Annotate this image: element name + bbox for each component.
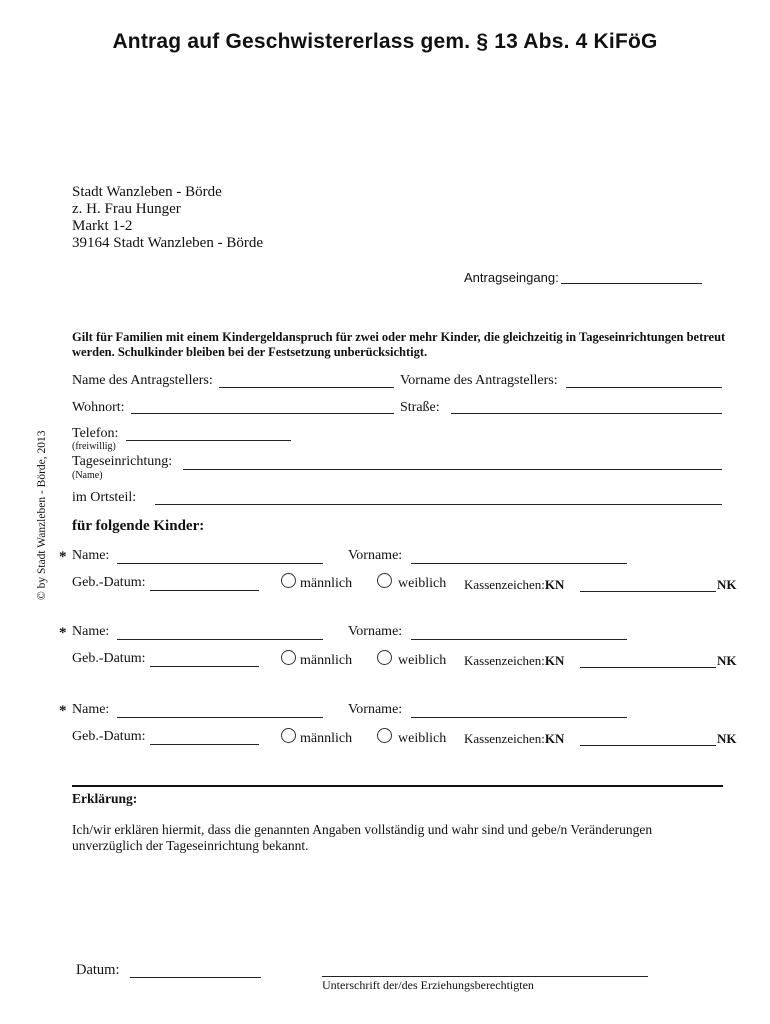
datum-field[interactable] [130, 977, 261, 978]
child-vorname-label: Vorname: [348, 702, 403, 717]
child-name-field[interactable] [117, 639, 323, 640]
child-vorname-field[interactable] [411, 639, 627, 640]
antragseingang-field[interactable] [561, 283, 702, 284]
address-line: Stadt Wanzleben - Börde [72, 184, 222, 200]
signature-label: Unterschrift der/des Erziehungsberechtigten [322, 978, 534, 992]
kassenzeichen-text: Kassenzeichen: [464, 653, 545, 668]
address-line: 39164 Stadt Wanzleben - Börde [72, 235, 263, 251]
child-geb-label: Geb.-Datum: [72, 729, 146, 744]
nk-label: NK [717, 653, 737, 668]
kassenzeichen-field[interactable] [580, 591, 716, 592]
ortsteil-field[interactable] [155, 504, 722, 505]
child-name-label: Name: [72, 624, 110, 639]
wohnort-label: Wohnort: [72, 400, 125, 415]
ortsteil-label: im Ortsteil: [72, 490, 137, 505]
child-geb-label: Geb.-Datum: [72, 575, 146, 590]
form-title: Antrag auf Geschwistererlass gem. § 13 Abs. 4 KiFöG [112, 30, 658, 53]
antragseingang-label: Antragseingang: [464, 270, 559, 285]
male-radio[interactable] [281, 573, 296, 588]
child-geb-field[interactable] [150, 666, 259, 667]
kassenzeichen-text: Kassenzeichen: [464, 731, 545, 746]
female-label: weiblich [398, 576, 447, 591]
kassenzeichen-label [464, 731, 564, 747]
declaration-text: Ich/wir erklären hiermit, dass die genannten Angaben vollständig und wahr sind und gebe/n Veränderungen unverzüglich der Tageseinrichtung bekannt. [72, 822, 653, 853]
kassenzeichen-field[interactable] [580, 667, 716, 668]
section-divider [72, 785, 723, 787]
required-star: * [59, 549, 67, 565]
wohnort-field[interactable] [131, 413, 394, 414]
female-radio[interactable] [377, 573, 392, 588]
applicant-vorname-label: Vorname des Antragstellers: [400, 373, 558, 388]
nk-label: NK [717, 577, 737, 592]
copyright-note: © by Stadt Wanzleben - Börde, 2013 [36, 430, 48, 600]
strasse-field[interactable] [451, 413, 722, 414]
child-geb-label: Geb.-Datum: [72, 651, 146, 666]
child-vorname-label: Vorname: [348, 624, 403, 639]
address-line: z. H. Frau Hunger [72, 201, 181, 217]
male-radio[interactable] [281, 650, 296, 665]
applicant-name-field[interactable] [219, 387, 394, 388]
male-label: männlich [300, 653, 353, 668]
child-name-field[interactable] [117, 717, 323, 718]
kn-label: KN [544, 731, 565, 746]
kn-label: KN [544, 577, 565, 592]
signature-field[interactable] [322, 976, 648, 977]
child-geb-field[interactable] [150, 590, 259, 591]
nk-label: NK [717, 731, 737, 746]
declaration-heading: Erklärung: [72, 791, 138, 806]
eligibility-notice: Gilt für Familien mit einem Kindergeldanspruch für zwei oder mehr Kinder, die gleichzeitig in Tageseinrichtungen betreut werden. Schulkinder bleiben bei der Festsetzung unberücksichtigt. [72, 330, 726, 359]
male-label: männlich [300, 731, 353, 746]
kassenzeichen-label [464, 653, 564, 669]
datum-label: Datum: [76, 962, 120, 978]
female-label: weiblich [398, 731, 447, 746]
female-radio[interactable] [377, 728, 392, 743]
male-label: männlich [300, 576, 353, 591]
strasse-label: Straße: [400, 400, 440, 415]
child-vorname-field[interactable] [411, 563, 627, 564]
tageseinrichtung-label: Tageseinrichtung: [72, 454, 173, 469]
telefon-hint: (freiwillig) [72, 441, 116, 452]
male-radio[interactable] [281, 728, 296, 743]
kn-label: KN [544, 653, 565, 668]
kassenzeichen-label [464, 577, 564, 593]
female-radio[interactable] [377, 650, 392, 665]
tageseinrichtung-field[interactable] [183, 469, 722, 470]
child-name-label: Name: [72, 548, 110, 563]
female-label: weiblich [398, 653, 447, 668]
required-star: * [59, 703, 67, 719]
children-heading: für folgende Kinder: [72, 518, 205, 534]
tageseinrichtung-hint: (Name) [72, 470, 103, 481]
address-line: Markt 1-2 [72, 218, 133, 234]
child-name-field[interactable] [117, 563, 323, 564]
telefon-field[interactable] [126, 440, 291, 441]
applicant-name-label: Name des Antragstellers: [72, 373, 213, 388]
child-vorname-field[interactable] [411, 717, 627, 718]
telefon-label: Telefon: [72, 426, 119, 441]
child-geb-field[interactable] [150, 744, 259, 745]
kassenzeichen-field[interactable] [580, 745, 716, 746]
child-vorname-label: Vorname: [348, 548, 403, 563]
kassenzeichen-text: Kassenzeichen: [464, 577, 545, 592]
recipient-address [72, 184, 263, 252]
child-name-label: Name: [72, 702, 110, 717]
required-star: * [59, 625, 67, 641]
applicant-vorname-field[interactable] [566, 387, 722, 388]
